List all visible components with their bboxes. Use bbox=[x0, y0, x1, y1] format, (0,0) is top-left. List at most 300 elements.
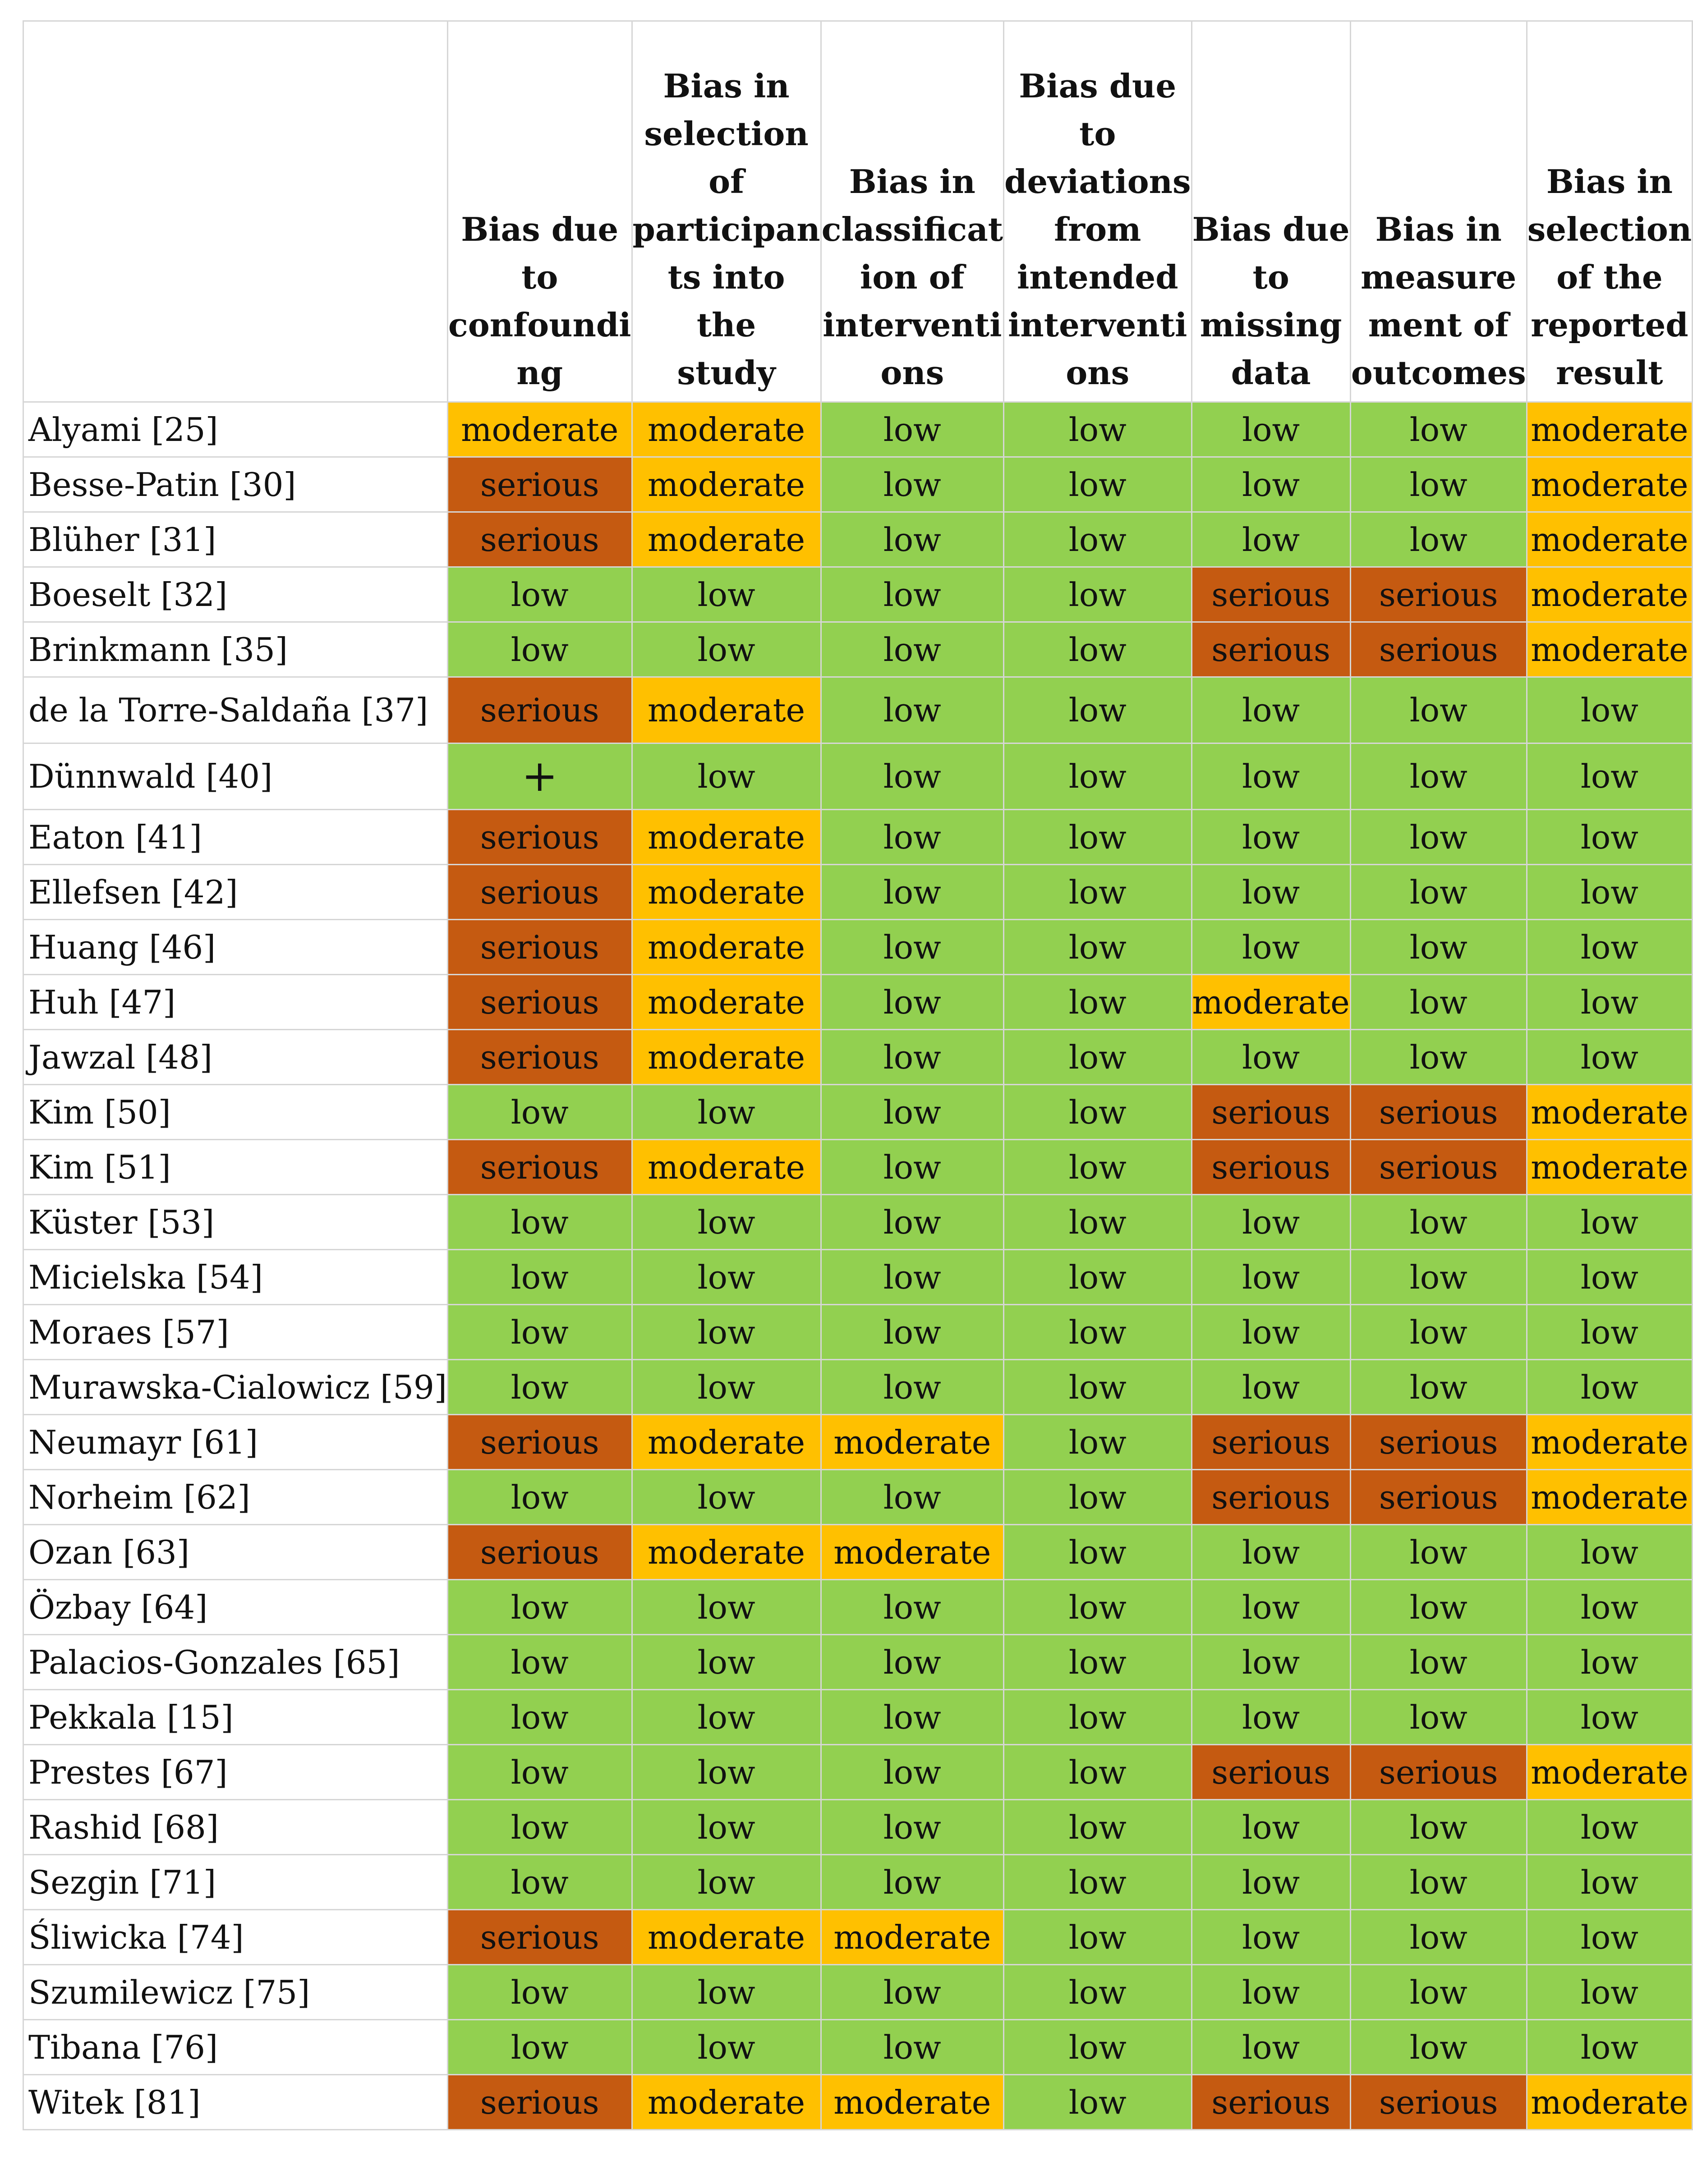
study-name-cell: Alyami [25] bbox=[23, 402, 448, 457]
study-name-cell: de la Torre-Saldaña [37] bbox=[23, 677, 448, 743]
column-header bbox=[1527, 21, 1692, 402]
rating-cell: low bbox=[1003, 1635, 1192, 1690]
rating-cell: low bbox=[1192, 1195, 1350, 1250]
rating-cell: moderate bbox=[821, 1415, 1003, 1470]
table-row bbox=[23, 1085, 1693, 1140]
rating-cell: low bbox=[632, 1250, 821, 1305]
table-row bbox=[23, 1635, 1693, 1690]
rating-cell: moderate bbox=[1527, 1470, 1692, 1525]
rating-cell: low bbox=[1527, 1965, 1692, 2020]
study-name-cell: Murawska-Cialowicz [59] bbox=[23, 1360, 448, 1415]
rating-cell: low bbox=[1350, 2020, 1527, 2075]
rating-cell: low bbox=[1350, 457, 1527, 512]
rating-cell: low bbox=[1003, 2020, 1192, 2075]
rating-cell: low bbox=[1192, 1690, 1350, 1745]
rating-cell: moderate bbox=[632, 1910, 821, 1965]
rating-cell: low bbox=[1527, 865, 1692, 920]
rating-cell: low bbox=[821, 1690, 1003, 1745]
rating-cell: low bbox=[1192, 865, 1350, 920]
rating-cell: moderate bbox=[632, 975, 821, 1030]
rating-cell: low bbox=[821, 865, 1003, 920]
rating-cell: moderate bbox=[821, 1525, 1003, 1580]
study-name-cell: Kim [50] bbox=[23, 1085, 448, 1140]
table-row bbox=[23, 1800, 1693, 1855]
rating-cell: low bbox=[1350, 810, 1527, 865]
rating-cell: moderate bbox=[1527, 567, 1692, 622]
rating-cell: low bbox=[1527, 1030, 1692, 1085]
rating-cell: low bbox=[1527, 1580, 1692, 1635]
rating-cell: low bbox=[1350, 512, 1527, 567]
rating-cell: moderate bbox=[1527, 1085, 1692, 1140]
column-header-line: missing bbox=[1200, 306, 1342, 344]
column-header bbox=[821, 21, 1003, 402]
rating-cell: low bbox=[821, 622, 1003, 677]
rating-cell: low bbox=[821, 1195, 1003, 1250]
column-header-line: participan bbox=[632, 210, 820, 248]
rating-cell: low bbox=[1003, 1140, 1192, 1195]
study-name-cell: Brinkmann [35] bbox=[23, 622, 448, 677]
rating-cell: serious bbox=[1350, 1470, 1527, 1525]
rating-cell: moderate bbox=[632, 512, 821, 567]
rating-cell: low bbox=[632, 743, 821, 810]
rating-cell: low bbox=[1192, 1305, 1350, 1360]
rating-cell: low bbox=[632, 1745, 821, 1800]
rating-cell: low bbox=[447, 1855, 632, 1910]
rating-cell: low bbox=[632, 1305, 821, 1360]
rating-cell: low bbox=[1003, 1360, 1192, 1415]
plus-icon: + bbox=[521, 751, 558, 801]
column-header-line: from bbox=[1054, 210, 1141, 248]
table-row bbox=[23, 1415, 1693, 1470]
rating-cell: low bbox=[821, 402, 1003, 457]
rating-cell: low bbox=[1192, 1800, 1350, 1855]
rating-cell: low bbox=[1003, 1745, 1192, 1800]
column-header-line: Bias in bbox=[849, 162, 975, 201]
rating-cell: low bbox=[1350, 677, 1527, 743]
rating-cell: moderate bbox=[632, 677, 821, 743]
rating-cell: moderate bbox=[1527, 622, 1692, 677]
rating-cell: low bbox=[1003, 810, 1192, 865]
rating-cell: moderate bbox=[447, 402, 632, 457]
rating-cell: low bbox=[821, 1250, 1003, 1305]
column-header-line: Bias in bbox=[663, 67, 790, 105]
column-header bbox=[1350, 21, 1527, 402]
rating-cell: low bbox=[1192, 457, 1350, 512]
study-name-cell: Tibana [76] bbox=[23, 2020, 448, 2075]
rating-cell: low bbox=[1003, 1030, 1192, 1085]
column-header-line: Bias due bbox=[461, 210, 619, 248]
rating-cell: serious bbox=[447, 1910, 632, 1965]
rating-cell: moderate bbox=[632, 2075, 821, 2130]
plus-icon-cell bbox=[447, 743, 632, 810]
column-header-line: reported bbox=[1531, 306, 1688, 344]
rating-cell: low bbox=[632, 1800, 821, 1855]
column-header-line: selection bbox=[1527, 210, 1692, 248]
rating-cell: low bbox=[821, 1140, 1003, 1195]
rating-cell: low bbox=[1192, 402, 1350, 457]
study-name-cell: Prestes [67] bbox=[23, 1745, 448, 1800]
rating-cell: low bbox=[1350, 1635, 1527, 1690]
rating-cell: low bbox=[447, 1305, 632, 1360]
rating-cell: low bbox=[447, 2020, 632, 2075]
rating-cell: low bbox=[821, 457, 1003, 512]
rating-cell: low bbox=[447, 1580, 632, 1635]
rating-cell: moderate bbox=[1527, 402, 1692, 457]
study-name-cell: Besse-Patin [30] bbox=[23, 457, 448, 512]
rating-cell: moderate bbox=[632, 1525, 821, 1580]
rating-cell: low bbox=[1192, 1030, 1350, 1085]
rating-cell: low bbox=[447, 1635, 632, 1690]
rating-cell: serious bbox=[1350, 1415, 1527, 1470]
study-name-cell: Palacios-Gonzales [65] bbox=[23, 1635, 448, 1690]
rating-cell: low bbox=[1350, 402, 1527, 457]
rating-cell: moderate bbox=[632, 457, 821, 512]
study-name-cell: Eaton [41] bbox=[23, 810, 448, 865]
rating-cell: serious bbox=[447, 1415, 632, 1470]
rating-cell: low bbox=[821, 567, 1003, 622]
rating-cell: serious bbox=[447, 810, 632, 865]
rating-cell: low bbox=[1527, 1800, 1692, 1855]
rating-cell: low bbox=[1350, 1305, 1527, 1360]
rating-cell: low bbox=[1350, 1580, 1527, 1635]
rating-cell: low bbox=[1192, 512, 1350, 567]
rating-cell: moderate bbox=[1527, 1140, 1692, 1195]
rating-cell: low bbox=[1192, 920, 1350, 975]
table-row bbox=[23, 1030, 1693, 1085]
rating-cell: low bbox=[447, 1195, 632, 1250]
study-name-cell: Özbay [64] bbox=[23, 1580, 448, 1635]
rating-cell: moderate bbox=[1527, 512, 1692, 567]
rating-cell: serious bbox=[447, 677, 632, 743]
column-header-line: deviations bbox=[1004, 162, 1191, 201]
study-name-cell: Norheim [62] bbox=[23, 1470, 448, 1525]
study-name-cell: Ellefsen [42] bbox=[23, 865, 448, 920]
rating-cell: low bbox=[1527, 1195, 1692, 1250]
table-row bbox=[23, 457, 1693, 512]
rating-cell: low bbox=[1192, 1525, 1350, 1580]
rating-cell: low bbox=[821, 920, 1003, 975]
rating-cell: low bbox=[821, 1085, 1003, 1140]
rating-cell: low bbox=[1350, 1195, 1527, 1250]
rating-cell: serious bbox=[1192, 1470, 1350, 1525]
rating-cell: low bbox=[1350, 1250, 1527, 1305]
study-name-cell: Moraes [57] bbox=[23, 1305, 448, 1360]
rating-cell: low bbox=[821, 1580, 1003, 1635]
rating-cell: low bbox=[821, 1745, 1003, 1800]
rating-cell: low bbox=[1350, 1910, 1527, 1965]
rating-cell: low bbox=[1003, 1305, 1192, 1360]
rating-cell: low bbox=[821, 1855, 1003, 1910]
rating-cell: low bbox=[1003, 622, 1192, 677]
rating-cell: low bbox=[1003, 1580, 1192, 1635]
table-row bbox=[23, 622, 1693, 677]
rating-cell: low bbox=[447, 1085, 632, 1140]
rating-cell: low bbox=[1003, 1855, 1192, 1910]
rating-cell: low bbox=[821, 1635, 1003, 1690]
rating-cell: low bbox=[1527, 677, 1692, 743]
study-name-cell: Pekkala [15] bbox=[23, 1690, 448, 1745]
table-row bbox=[23, 567, 1693, 622]
table-row bbox=[23, 1360, 1693, 1415]
study-name-cell: Boeselt [32] bbox=[23, 567, 448, 622]
column-header-line: outcomes bbox=[1351, 353, 1526, 392]
rating-cell: low bbox=[821, 1360, 1003, 1415]
rating-cell: serious bbox=[1192, 1415, 1350, 1470]
rating-cell: low bbox=[1527, 810, 1692, 865]
rating-cell: low bbox=[447, 1800, 632, 1855]
table-row bbox=[23, 402, 1693, 457]
column-header-line: ion of bbox=[860, 258, 965, 296]
column-header-line: to bbox=[1079, 115, 1116, 153]
rating-cell: low bbox=[1192, 810, 1350, 865]
table-row bbox=[23, 2075, 1693, 2130]
rating-cell: low bbox=[1527, 1855, 1692, 1910]
table-row bbox=[23, 512, 1693, 567]
rating-cell: low bbox=[1192, 1965, 1350, 2020]
study-name-cell: Huang [46] bbox=[23, 920, 448, 975]
rating-cell: serious bbox=[1350, 2075, 1527, 2130]
table-row bbox=[23, 920, 1693, 975]
rating-cell: low bbox=[447, 1250, 632, 1305]
rating-cell: low bbox=[1527, 1525, 1692, 1580]
rating-cell: low bbox=[1527, 920, 1692, 975]
rating-cell: low bbox=[1350, 920, 1527, 975]
table-row bbox=[23, 1745, 1693, 1800]
table-row bbox=[23, 1470, 1693, 1525]
rating-cell: serious bbox=[1350, 1085, 1527, 1140]
study-name-cell: Kim [51] bbox=[23, 1140, 448, 1195]
rating-cell: low bbox=[1003, 1690, 1192, 1745]
column-header-line: study bbox=[677, 353, 776, 392]
header-corner-cell bbox=[23, 21, 448, 402]
rating-cell: low bbox=[1192, 677, 1350, 743]
rating-cell: moderate bbox=[632, 920, 821, 975]
rating-cell: low bbox=[632, 1470, 821, 1525]
table-row bbox=[23, 1580, 1693, 1635]
rating-cell: low bbox=[632, 1855, 821, 1910]
rating-cell: low bbox=[821, 1305, 1003, 1360]
table-row bbox=[23, 810, 1693, 865]
rating-cell: low bbox=[1350, 743, 1527, 810]
rating-cell: low bbox=[1003, 1085, 1192, 1140]
study-name-cell: Huh [47] bbox=[23, 975, 448, 1030]
rating-cell: serious bbox=[447, 512, 632, 567]
rating-cell: low bbox=[1350, 1800, 1527, 1855]
column-header-line: to bbox=[1252, 258, 1289, 296]
rating-cell: low bbox=[632, 1360, 821, 1415]
rating-cell: moderate bbox=[1527, 2075, 1692, 2130]
rating-cell: serious bbox=[447, 1140, 632, 1195]
rating-cell: low bbox=[1003, 677, 1192, 743]
rating-cell: low bbox=[447, 1470, 632, 1525]
column-header-line: classificat bbox=[821, 210, 1003, 248]
rating-cell: low bbox=[1527, 1635, 1692, 1690]
rating-cell: serious bbox=[447, 457, 632, 512]
rating-cell: low bbox=[1192, 743, 1350, 810]
rating-cell: low bbox=[1003, 743, 1192, 810]
rating-cell: low bbox=[821, 677, 1003, 743]
rating-cell: low bbox=[1003, 457, 1192, 512]
rating-cell: low bbox=[1527, 1360, 1692, 1415]
risk-of-bias-table bbox=[23, 20, 1693, 2130]
rating-cell: low bbox=[1527, 1690, 1692, 1745]
column-header-line: ts into the bbox=[667, 258, 785, 344]
study-name-cell: Neumayr [61] bbox=[23, 1415, 448, 1470]
rating-cell: low bbox=[1350, 975, 1527, 1030]
rating-cell: moderate bbox=[1192, 975, 1350, 1030]
rating-cell: serious bbox=[447, 2075, 632, 2130]
rating-cell: moderate bbox=[632, 1140, 821, 1195]
risk-of-bias-table-container bbox=[23, 20, 1693, 2130]
rating-cell: serious bbox=[447, 975, 632, 1030]
column-header-line: Bias due bbox=[1192, 210, 1350, 248]
table-row bbox=[23, 1195, 1693, 1250]
table-row bbox=[23, 1690, 1693, 1745]
rating-cell: moderate bbox=[632, 1030, 821, 1085]
rating-cell: low bbox=[1527, 1910, 1692, 1965]
table-row bbox=[23, 743, 1693, 810]
rating-cell: low bbox=[632, 1195, 821, 1250]
rating-cell: moderate bbox=[632, 810, 821, 865]
rating-cell: low bbox=[632, 1690, 821, 1745]
column-header-line: ng bbox=[516, 353, 563, 392]
rating-cell: moderate bbox=[632, 1415, 821, 1470]
rating-cell: low bbox=[632, 1965, 821, 2020]
rating-cell: low bbox=[1350, 1965, 1527, 2020]
rating-cell: low bbox=[447, 567, 632, 622]
column-header-line: interventi bbox=[823, 306, 1002, 344]
column-header bbox=[447, 21, 632, 402]
study-name-cell: Dünnwald [40] bbox=[23, 743, 448, 810]
rating-cell: low bbox=[632, 1580, 821, 1635]
rating-cell: low bbox=[447, 622, 632, 677]
study-name-cell: Jawzal [48] bbox=[23, 1030, 448, 1085]
column-header-line: ment of bbox=[1368, 306, 1509, 344]
rating-cell: low bbox=[1350, 1690, 1527, 1745]
rating-cell: low bbox=[1192, 1855, 1350, 1910]
table-row bbox=[23, 1305, 1693, 1360]
column-header-line: intended bbox=[1017, 258, 1178, 296]
rating-cell: serious bbox=[1192, 1085, 1350, 1140]
study-name-cell: Micielska [54] bbox=[23, 1250, 448, 1305]
column-header-line: ons bbox=[1066, 353, 1130, 392]
column-header-line: selection bbox=[644, 115, 809, 153]
rating-cell: moderate bbox=[1527, 1415, 1692, 1470]
column-header-line: interventi bbox=[1008, 306, 1187, 344]
column-header-line: Bias due bbox=[1019, 67, 1177, 105]
table-row bbox=[23, 2020, 1693, 2075]
rating-cell: low bbox=[1527, 743, 1692, 810]
table-row bbox=[23, 975, 1693, 1030]
rating-cell: low bbox=[821, 1800, 1003, 1855]
rating-cell: serious bbox=[447, 1030, 632, 1085]
rating-cell: low bbox=[1350, 1525, 1527, 1580]
column-header-line: data bbox=[1231, 353, 1311, 392]
rating-cell: serious bbox=[1192, 622, 1350, 677]
study-name-cell: Szumilewicz [75] bbox=[23, 1965, 448, 2020]
rating-cell: low bbox=[1192, 1580, 1350, 1635]
rating-cell: low bbox=[1003, 1470, 1192, 1525]
column-header-line: of bbox=[708, 162, 745, 201]
study-name-cell: Witek [81] bbox=[23, 2075, 448, 2130]
rating-cell: serious bbox=[1192, 567, 1350, 622]
rating-cell: low bbox=[447, 1745, 632, 1800]
rating-cell: low bbox=[1003, 975, 1192, 1030]
rating-cell: low bbox=[632, 622, 821, 677]
rating-cell: low bbox=[821, 810, 1003, 865]
rating-cell: low bbox=[1003, 920, 1192, 975]
rating-cell: serious bbox=[1192, 2075, 1350, 2130]
rating-cell: low bbox=[1527, 2020, 1692, 2075]
column-header bbox=[632, 21, 821, 402]
column-header-line: confoundi bbox=[448, 306, 631, 344]
rating-cell: low bbox=[1003, 1195, 1192, 1250]
rating-cell: low bbox=[1003, 567, 1192, 622]
rating-cell: moderate bbox=[1527, 457, 1692, 512]
rating-cell: low bbox=[1003, 1800, 1192, 1855]
rating-cell: moderate bbox=[1527, 1745, 1692, 1800]
rating-cell: low bbox=[1003, 1250, 1192, 1305]
rating-cell: low bbox=[821, 743, 1003, 810]
rating-cell: serious bbox=[1350, 567, 1527, 622]
rating-cell: low bbox=[1350, 865, 1527, 920]
study-name-cell: Rashid [68] bbox=[23, 1800, 448, 1855]
rating-cell: low bbox=[1003, 1910, 1192, 1965]
rating-cell: low bbox=[1527, 1305, 1692, 1360]
rating-cell: low bbox=[821, 1965, 1003, 2020]
rating-cell: low bbox=[1003, 402, 1192, 457]
table-row bbox=[23, 677, 1693, 743]
column-header-line: Bias in bbox=[1546, 162, 1673, 201]
rating-cell: low bbox=[1003, 2075, 1192, 2130]
table-row bbox=[23, 865, 1693, 920]
rating-cell: low bbox=[1527, 975, 1692, 1030]
rating-cell: low bbox=[447, 1965, 632, 2020]
rating-cell: low bbox=[821, 512, 1003, 567]
table-row bbox=[23, 1140, 1693, 1195]
column-header bbox=[1192, 21, 1350, 402]
column-header-line: ons bbox=[880, 353, 944, 392]
rating-cell: low bbox=[632, 2020, 821, 2075]
rating-cell: serious bbox=[1192, 1140, 1350, 1195]
rating-cell: low bbox=[821, 975, 1003, 1030]
rating-cell: low bbox=[1003, 1965, 1192, 2020]
rating-cell: low bbox=[1192, 1360, 1350, 1415]
rating-cell: low bbox=[821, 1030, 1003, 1085]
table-row bbox=[23, 1250, 1693, 1305]
rating-cell: low bbox=[1003, 512, 1192, 567]
table-row bbox=[23, 1855, 1693, 1910]
rating-cell: serious bbox=[1350, 622, 1527, 677]
rating-cell: low bbox=[821, 1470, 1003, 1525]
rating-cell: low bbox=[1003, 1525, 1192, 1580]
table-row bbox=[23, 1910, 1693, 1965]
rating-cell: low bbox=[1350, 1855, 1527, 1910]
rating-cell: low bbox=[1192, 1635, 1350, 1690]
rating-cell: low bbox=[1350, 1360, 1527, 1415]
rating-cell: low bbox=[632, 567, 821, 622]
rating-cell: low bbox=[447, 1690, 632, 1745]
header-row bbox=[23, 21, 1693, 402]
rating-cell: serious bbox=[1350, 1140, 1527, 1195]
rating-cell: low bbox=[1192, 1250, 1350, 1305]
rating-cell: moderate bbox=[821, 1910, 1003, 1965]
rating-cell: moderate bbox=[821, 2075, 1003, 2130]
rating-cell: low bbox=[1003, 865, 1192, 920]
rating-cell: low bbox=[632, 1085, 821, 1140]
rating-cell: serious bbox=[447, 865, 632, 920]
study-name-cell: Küster [53] bbox=[23, 1195, 448, 1250]
